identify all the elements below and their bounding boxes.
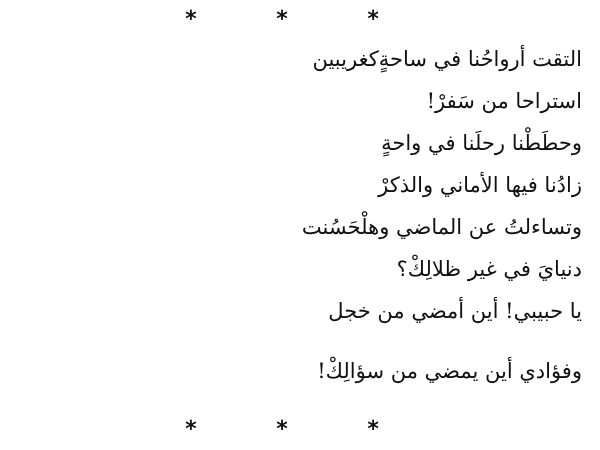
bottom-ornament: * * *: [185, 417, 415, 442]
poem-line: وفؤادي أين يمضي من سؤالِكْ!: [317, 359, 582, 383]
poem-line: وتساءلتُ عن الماضي وهلْحَسُنت: [301, 215, 582, 239]
poem-line: يا حبيبي! أين أمضي من خجل: [328, 299, 582, 323]
poem-stanza: [42, 38, 582, 392]
poem-line: زادُنا فيها الأماني والذكرْ: [378, 173, 582, 197]
poem-line: التقت أرواحُنا في ساحةٍكغريبين: [312, 47, 582, 71]
top-ornament: * * *: [185, 7, 415, 32]
poem-line: وحطَطْنا رحلَنا في واحةٍ: [381, 131, 582, 155]
poem-line: دنيايَ في غير ظلالِكْ؟: [396, 257, 582, 281]
poem-line: استراحا من سَفرْ!: [426, 89, 582, 113]
